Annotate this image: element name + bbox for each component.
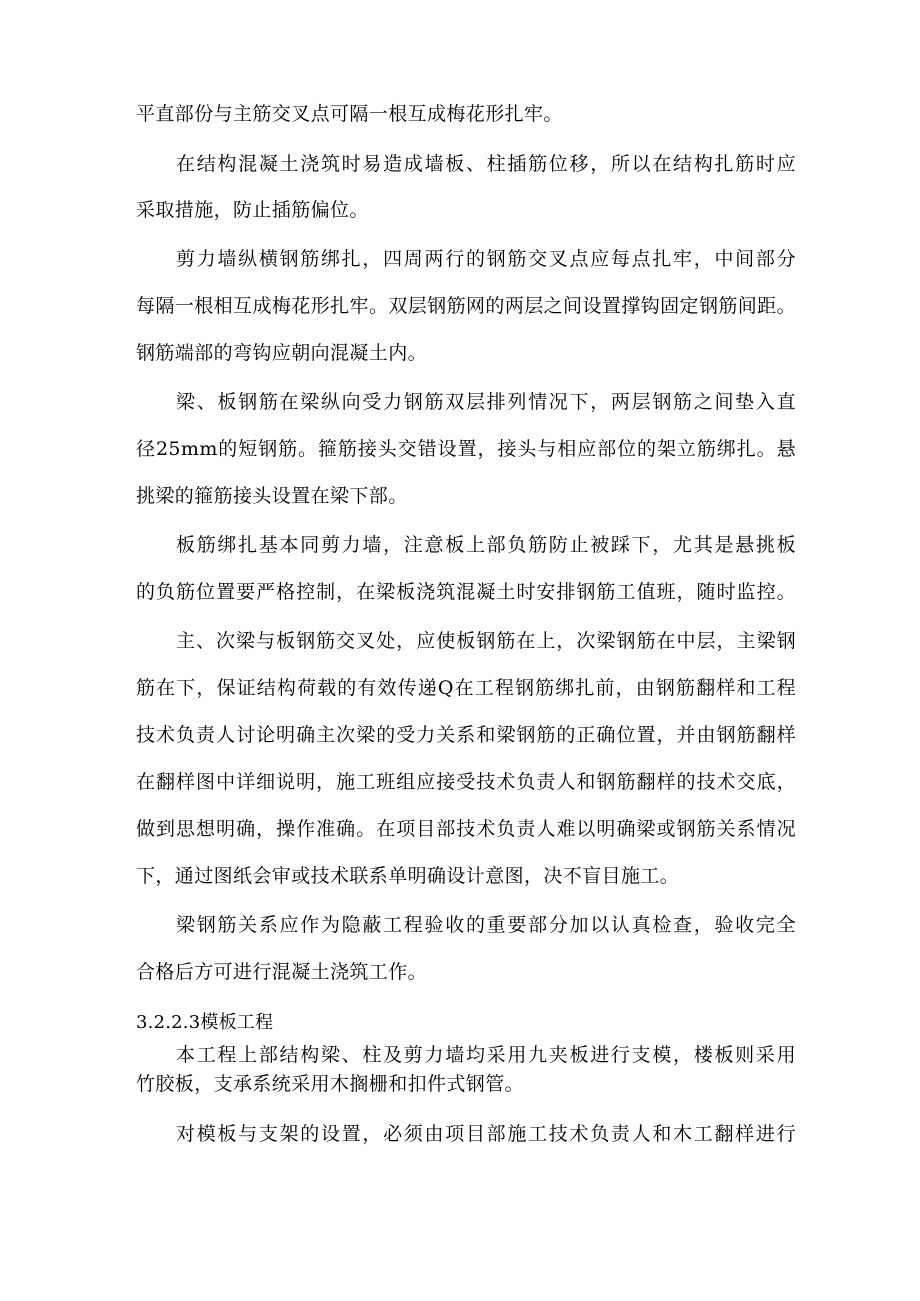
paragraph-line: 对模板与支架的设置，必须由项目部施工技术负责人和木工翻样进行 (176, 1123, 796, 1145)
paragraph-line: 技术负责人讨论明确主次梁的受力关系和梁钢筋的正确位置，并由钢筋翻样 (136, 724, 796, 746)
paragraph-line: 板筋绑扎基本同剪力墙，注意板上部负筋防止被踩下，尤其是悬挑板 (176, 534, 796, 556)
paragraph-line: 在翻样图中详细说明，施工班组应接受技术负责人和钢筋翻样的技术交底， (136, 771, 796, 793)
paragraph-line: 挑梁的箍筋接头设置在梁下部。 (136, 485, 408, 507)
paragraph-line: 剪力墙纵横钢筋绑扎，四周两行的钢筋交叉点应每点扎牢，中间部分 (176, 248, 796, 270)
paragraph-line: 的负筋位置要严格控制，在梁板浇筑混凝土时安排钢筋工值班，随时监控。 (136, 581, 796, 603)
paragraph-line: 梁钢筋关系应作为隐蔽工程验收的重要部分加以认真检查，验收完全 (176, 914, 796, 936)
paragraph-line: 每隔一根相互成梅花形扎牢。双层钢筋网的两层之间设置撑钩固定钢筋间距。 (136, 295, 796, 317)
paragraph-line: 筋在下，保证结构荷载的有效传递Q在工程钢筋绑扎前，由钢筋翻样和工程 (136, 677, 796, 699)
paragraph-line: 下，通过图纸会审或技术联系单明确设计意图，决不盲目施工。 (136, 865, 680, 887)
paragraph-line: 主、次梁与板钢筋交叉处，应使板钢筋在上，次梁钢筋在中层，主梁钢 (176, 630, 796, 652)
paragraph-line: 平直部份与主筋交叉点可隔一根互成梅花形扎牢。 (136, 103, 563, 125)
paragraph-line: 竹胶板，支承系统采用木搁栅和扣件式钢管。 (136, 1073, 525, 1095)
paragraph-line: 本工程上部结构梁、柱及剪力墙均采用九夹板进行支模，楼板则采用 (176, 1044, 796, 1066)
paragraph-line: 径25mm的短钢筋。箍筋接头交错设置，接头与相应部位的架立筋绑扎。悬 (136, 438, 796, 460)
paragraph-line: 采取措施，防止插筋偏位。 (136, 199, 369, 221)
paragraph-line: 合格后方可进行混凝土浇筑工作。 (136, 961, 428, 983)
paragraph-line: 钢筋端部的弯钩应朝向混凝土内。 (136, 342, 428, 364)
section-heading: 3.2.2.3模板工程 (136, 1012, 274, 1033)
paragraph-line: 在结构混凝土浇筑时易造成墙板、柱插筋位移，所以在结构扎筋时应 (176, 153, 796, 175)
paragraph-line: 做到思想明确，操作准确。在项目部技术负责人难以明确梁或钢筋关系情况 (136, 818, 796, 840)
paragraph-line: 梁、板钢筋在梁纵向受力钢筋双层排列情况下，两层钢筋之间垫入直 (176, 391, 796, 413)
